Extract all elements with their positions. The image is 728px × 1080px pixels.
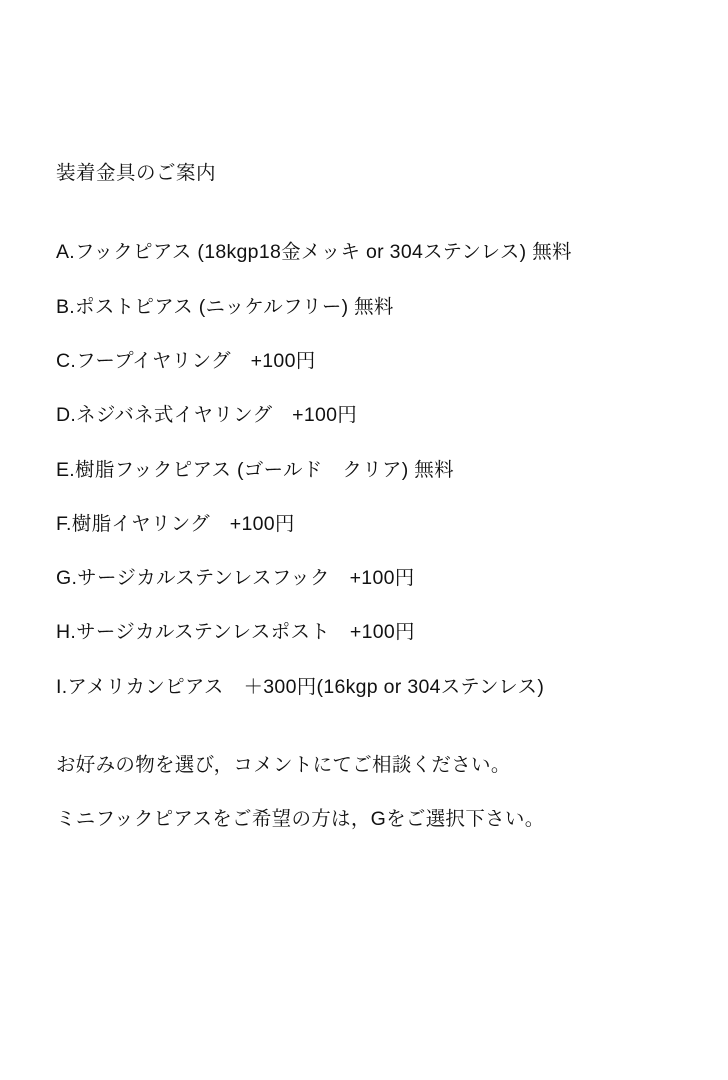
list-item: G.サージカルステンレスフック +100円: [56, 567, 415, 590]
list-item: F.樹脂イヤリング +100円: [56, 512, 295, 535]
list-item: H.サージカルステンレスポスト +100円: [56, 621, 415, 644]
note-line: お好みの物を選び，コメントにてご相談ください。: [56, 754, 511, 777]
list-item: B.ポストピアス (ニッケルフリー) 無料: [56, 295, 394, 318]
list-item: I.アメリカンピアス ＋300円(16kgp or 304ステンレス): [56, 675, 545, 698]
fitting-options-list: [56, 239, 676, 700]
list-item: D.ネジバネ式イヤリング +100円: [56, 404, 358, 427]
note-line: ミニフックピアスをご希望の方は，Gをご選択下さい。: [56, 808, 545, 831]
list-item: E.樹脂フックピアス (ゴールド クリア) 無料: [56, 458, 454, 481]
list-item: C.フープイヤリング +100円: [56, 349, 316, 372]
notes-section: [56, 752, 676, 833]
page-title: 装着金具のご案内: [56, 162, 217, 184]
list-item: A.フックピアス (18kgp18金メッキ or 304ステンレス) 無料: [56, 241, 572, 264]
